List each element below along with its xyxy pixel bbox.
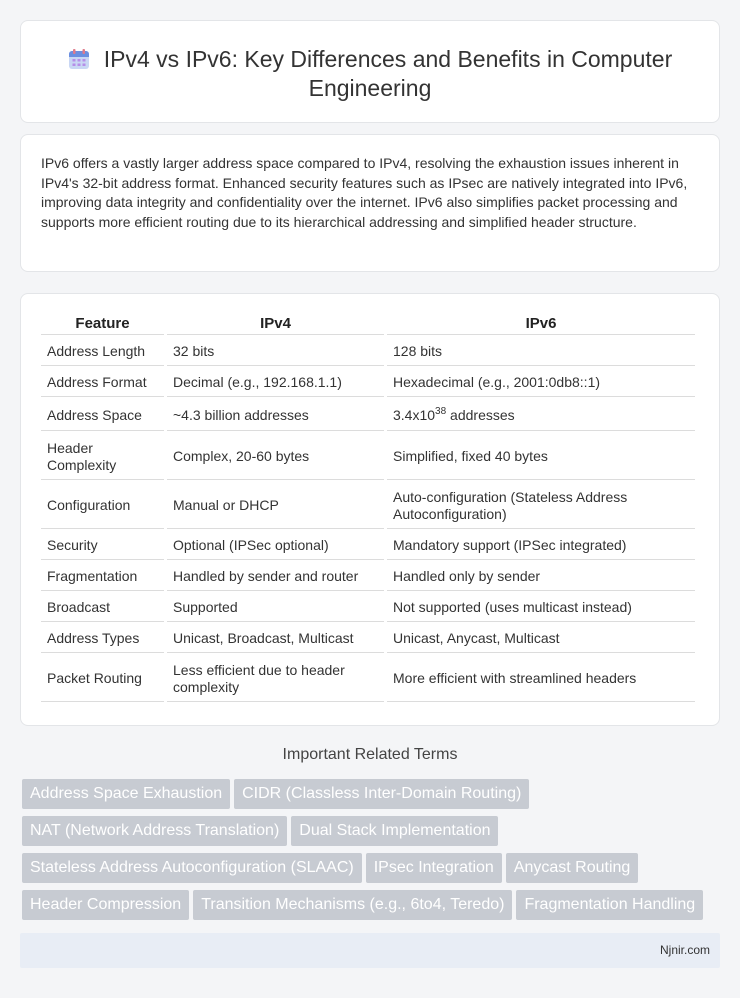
ipv6-space-base: 3.4x10: [393, 406, 436, 423]
term-tag[interactable]: Address Space Exhaustion: [22, 779, 230, 809]
cell-ipv4: Optional (IPSec optional): [167, 532, 384, 560]
footer: [20, 933, 720, 968]
cell-feature: Packet Routing: [41, 656, 164, 702]
cell-feature: Address Format: [41, 369, 164, 397]
term-tag[interactable]: CIDR (Classless Inter-Domain Routing): [234, 779, 529, 809]
title-card: [20, 20, 720, 123]
cell-feature: Broadcast: [41, 594, 164, 622]
intro-card: [20, 134, 720, 272]
cell-ipv6: 128 bits: [387, 338, 695, 366]
comparison-table: [38, 311, 698, 705]
cell-ipv6: Mandatory support (IPSec integrated): [387, 532, 695, 560]
table-row: [41, 625, 695, 653]
footer-brand[interactable]: Njnir.com: [659, 943, 710, 957]
term-tag[interactable]: Transition Mechanisms (e.g., 6to4, Teredo): [193, 890, 512, 920]
cell-ipv6: Handled only by sender: [387, 563, 695, 591]
table-header-row: [41, 314, 695, 335]
table-row: [41, 532, 695, 560]
ipv6-space-tail: addresses: [446, 406, 515, 423]
cell-feature: Fragmentation: [41, 563, 164, 591]
cell-ipv4: Manual or DHCP: [167, 483, 384, 529]
term-tag[interactable]: Header Compression: [22, 890, 189, 920]
term-tag[interactable]: Fragmentation Handling: [516, 890, 703, 920]
table-row: [41, 594, 695, 622]
cell-ipv6: More efficient with streamlined headers: [387, 656, 695, 702]
cell-ipv4: Supported: [167, 594, 384, 622]
table-row: [41, 369, 695, 397]
cell-ipv4: Complex, 20-60 bytes: [167, 434, 384, 480]
cell-feature: Configuration: [41, 483, 164, 529]
cell-ipv4: 32 bits: [167, 338, 384, 366]
table-row: [41, 563, 695, 591]
ipv6-space-exponent: 38: [435, 405, 447, 417]
intro-paragraph: IPv6 offers a vastly larger address space compared to IPv4, resolving the exhaustion issues inherent in IPv4's 32-bit address format. Enhanced security features such as IPsec are natively integrated into IPv6, improving data integrity and confidentiality over the internet. IPv6 also simplifies packet processing and supports more efficient routing due to its hierarchical addressing and simplified header structure.: [41, 155, 688, 230]
table-row: [41, 338, 695, 366]
table-row: [41, 400, 695, 431]
term-tag[interactable]: Stateless Address Autoconfiguration (SLAAC): [22, 853, 362, 883]
header-feature: Feature: [41, 314, 164, 335]
cell-feature: Header Complexity: [41, 434, 164, 480]
page-title: IPv4 vs IPv6: Key Differences and Benefits in Computer Engineering: [103, 46, 673, 101]
comparison-card: [20, 293, 720, 726]
cell-feature: Security: [41, 532, 164, 560]
table-row: [41, 434, 695, 480]
cell-ipv4: Unicast, Broadcast, Multicast: [167, 625, 384, 653]
cell-ipv6: Simplified, fixed 40 bytes: [387, 434, 695, 480]
cell-feature: Address Length: [41, 338, 164, 366]
cell-ipv4: Less efficient due to header complexity: [167, 656, 384, 702]
header-ipv4: IPv4: [167, 314, 384, 335]
table-row: [41, 483, 695, 529]
related-terms-list: [22, 779, 722, 927]
table-row: [41, 656, 695, 702]
cell-ipv4: ~4.3 billion addresses: [167, 400, 384, 431]
cell-ipv6: Unicast, Anycast, Multicast: [387, 625, 695, 653]
term-tag[interactable]: Dual Stack Implementation: [291, 816, 498, 846]
cell-feature: Address Types: [41, 625, 164, 653]
related-terms-title: Important Related Terms: [282, 746, 458, 763]
cell-ipv6: Auto-configuration (Stateless Address Autoconfiguration): [387, 483, 695, 529]
cell-ipv4: Handled by sender and router: [167, 563, 384, 591]
term-tag[interactable]: Anycast Routing: [506, 853, 639, 883]
cell-ipv6: Hexadecimal (e.g., 2001:0db8::1): [387, 369, 695, 397]
term-tag[interactable]: NAT (Network Address Translation): [22, 816, 287, 846]
page-title-wrap: [21, 45, 719, 103]
header-ipv6: IPv6: [387, 314, 695, 335]
cell-ipv6: [387, 400, 695, 431]
term-tag[interactable]: IPsec Integration: [366, 853, 502, 883]
calendar-icon: [68, 48, 90, 70]
cell-ipv6: Not supported (uses multicast instead): [387, 594, 695, 622]
cell-ipv4: Decimal (e.g., 192.168.1.1): [167, 369, 384, 397]
cell-feature: Address Space: [41, 400, 164, 431]
